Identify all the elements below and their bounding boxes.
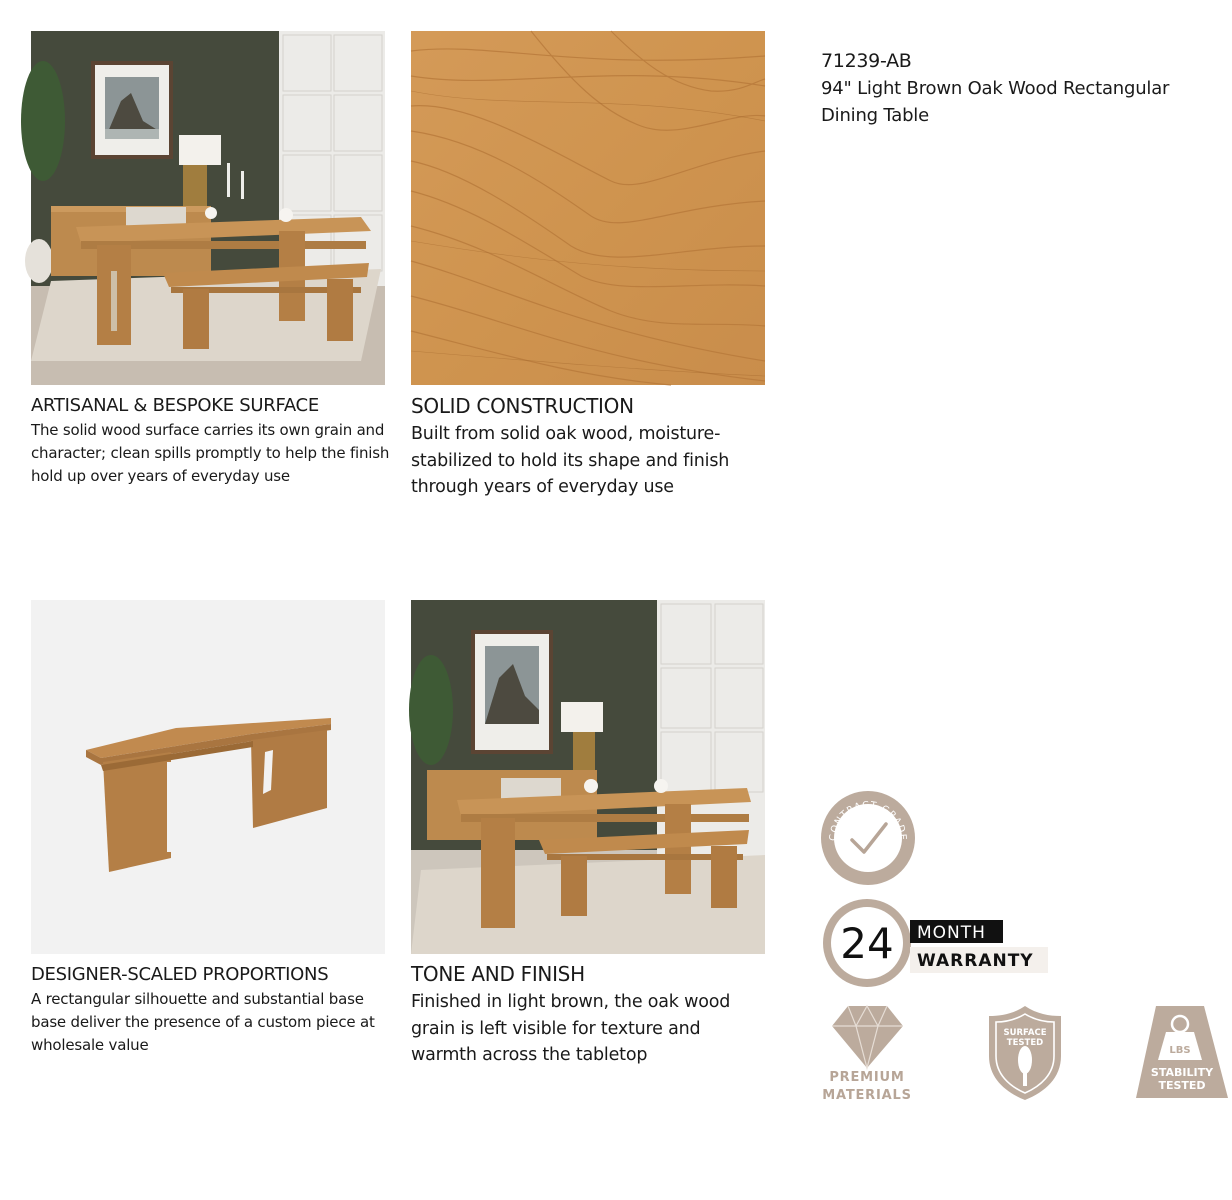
feature-description: A rectangular silhouette and substantial base base deliver the presence of a custom piece at wholesale value: [31, 990, 375, 1054]
feature-title: DESIGNER-SCALED PROPORTIONS: [31, 964, 329, 985]
contract-grade-text: CONTRACT GRADE: [827, 799, 909, 842]
warranty-label: WARRANTY: [917, 951, 1034, 971]
premium-materials-badge: [820, 1002, 915, 1102]
stability-tested-badge: [1132, 1002, 1214, 1102]
shield-icon: [989, 1006, 1061, 1100]
stability-weight-label: LBS: [1169, 1045, 1191, 1056]
feature-designer-proportions: [31, 964, 393, 1057]
warranty-month: MONTH: [917, 923, 986, 943]
warranty-badge: [820, 896, 1055, 991]
studio-table-photo: [31, 600, 385, 954]
stability-line2: TESTED: [1158, 1079, 1206, 1092]
warranty-number: 24: [840, 919, 894, 968]
feature-artisanal: [31, 395, 391, 488]
feature-description: The solid wood surface carries its own grain and character; clean spills promptly to help the finish hold up over years of everyday use: [31, 421, 390, 485]
feature-solid-construction: [411, 394, 756, 501]
stability-line1: STABILITY: [1150, 1066, 1214, 1079]
premium-line1: PREMIUM: [829, 1070, 905, 1085]
surface-line1: SURFACE: [1003, 1028, 1047, 1038]
product-name: 94" Light Brown Oak Wood Rectangular Dining Table: [821, 78, 1170, 126]
feature-title: TONE AND FINISH: [411, 962, 585, 986]
feature-title: SOLID CONSTRUCTION: [411, 394, 634, 418]
surface-line2: TESTED: [1006, 1038, 1044, 1048]
diamond-icon: [832, 1006, 903, 1068]
lifestyle-dining-photo: [31, 31, 385, 385]
feature-tone-finish: [411, 962, 756, 1069]
product-info: [821, 50, 1200, 129]
lifestyle-close-photo: [411, 600, 765, 954]
contract-grade-badge: [818, 788, 918, 888]
feature-description: Built from solid oak wood, moisture-stabilized to hold its shape and finish through years of everyday use: [411, 424, 730, 497]
product-sku: 71239-AB: [821, 50, 912, 72]
feature-description: Finished in light brown, the oak wood grain is left visible for texture and warmth across the tabletop: [411, 992, 731, 1065]
surface-tested-badge: [985, 1004, 1065, 1102]
feature-title: ARTISANAL & BESPOKE SURFACE: [31, 395, 319, 416]
wood-grain-photo: [411, 31, 765, 385]
premium-line2: MATERIALS: [822, 1088, 912, 1103]
